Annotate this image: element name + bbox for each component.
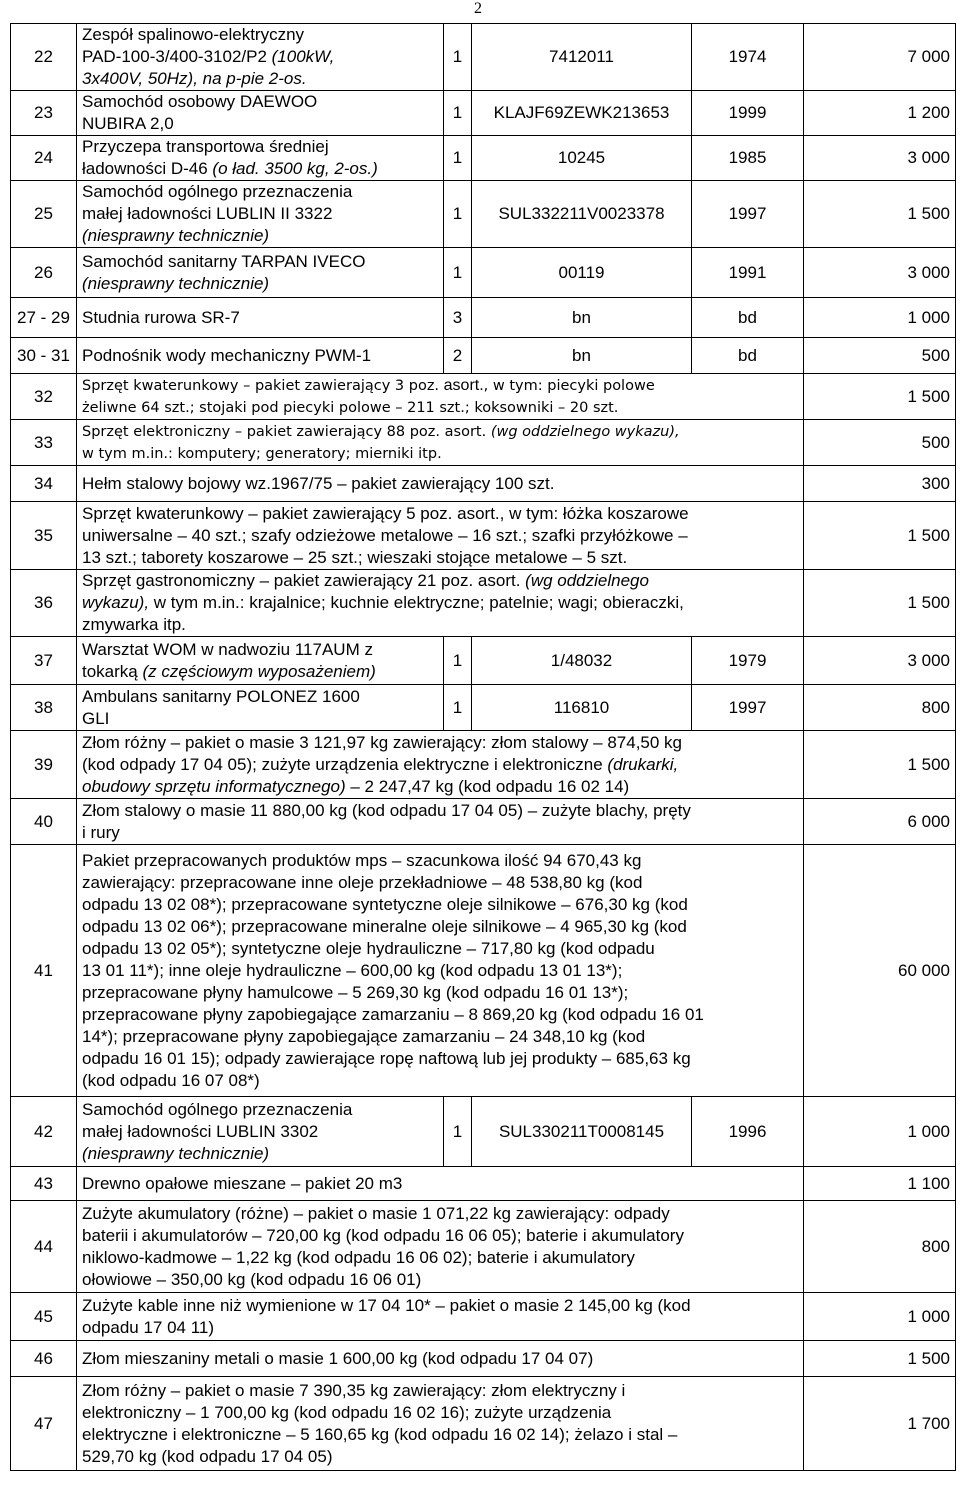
item-description: Zużyte akumulatory (różne) – pakiet o masie 1 071,22 kg zawierający: odpady baterii i akumulatorów – 720,00 kg (kod odpadu 16 06 05); baterie i akumulatory niklowo-kadmowe – 1,22 kg (kod odpadu 16 06 02); baterie i akumulatory ołowiowe – 350,00 kg (kod odpadu 16 06 01) xyxy=(77,1201,804,1293)
table-row xyxy=(11,181,956,248)
row-number: 30 - 31 xyxy=(11,338,77,374)
table-row xyxy=(11,136,956,181)
item-value: 800 xyxy=(804,685,956,731)
item-year: 1999 xyxy=(692,91,804,136)
page-number: 2 xyxy=(474,0,482,17)
row-number: 37 xyxy=(11,637,77,685)
table-row xyxy=(11,248,956,298)
item-description: Sprzęt gastronomiczny – pakiet zawierający 21 poz. asort. (wg oddzielnego wykazu), w tym m.in.: krajalnice; kuchnie elektryczne; patelnie; wagi; obieraczki, zmywarka itp. xyxy=(77,570,804,637)
item-serial-number: 116810 xyxy=(472,685,692,731)
item-value: 300 xyxy=(804,466,956,502)
row-number: 44 xyxy=(11,1201,77,1293)
item-serial-number: 10245 xyxy=(472,136,692,181)
table-row xyxy=(11,420,956,466)
table-row xyxy=(11,298,956,338)
item-value: 500 xyxy=(804,338,956,374)
inventory-table xyxy=(10,23,956,1471)
item-serial-number: 1/48032 xyxy=(472,637,692,685)
item-value: 1 200 xyxy=(804,91,956,136)
item-description: Warsztat WOM w nadwoziu 117AUM z tokarką (z częściowym wyposażeniem) xyxy=(77,637,444,685)
item-value: 1 700 xyxy=(804,1377,956,1471)
item-serial-number: KLAJF69ZEWK213653 xyxy=(472,91,692,136)
item-value: 1 000 xyxy=(804,1293,956,1341)
row-number: 47 xyxy=(11,1377,77,1471)
item-serial-number: SUL330211T0008145 xyxy=(472,1097,692,1167)
row-number: 40 xyxy=(11,799,77,845)
row-number: 45 xyxy=(11,1293,77,1341)
item-description: Sprzęt kwaterunkowy – pakiet zawierający 5 poz. asort., w tym: łóżka koszarowe uniwersalne – 40 szt.; szafy odzieżowe metalowe – 16 szt.; szafki przyłóżkowe – 13 szt.; taborety koszarowe – 25 szt.; wieszaki stojące metalowe – 5 szt. xyxy=(77,502,804,570)
item-year: 1979 xyxy=(692,637,804,685)
row-number: 42 xyxy=(11,1097,77,1167)
item-value: 1 500 xyxy=(804,731,956,799)
item-value: 6 000 xyxy=(804,799,956,845)
item-description: Samochód ogólnego przeznaczenia małej ładowności LUBLIN 3302 (niesprawny technicznie) xyxy=(77,1097,444,1167)
item-year: 1997 xyxy=(692,181,804,248)
row-number: 27 - 29 xyxy=(11,298,77,338)
item-quantity: 1 xyxy=(444,685,472,731)
item-quantity: 1 xyxy=(444,1097,472,1167)
item-description: Złom stalowy o masie 11 880,00 kg (kod odpadu 17 04 05) – zużyte blachy, pręty i rury xyxy=(77,799,804,845)
table-row xyxy=(11,374,956,420)
item-year: bd xyxy=(692,298,804,338)
item-value: 1 500 xyxy=(804,1341,956,1377)
table-row xyxy=(11,91,956,136)
table-row xyxy=(11,1201,956,1293)
item-year: 1974 xyxy=(692,24,804,91)
item-description: Sprzęt kwaterunkowy – pakiet zawierający 3 poz. asort., w tym: piecyki polowe żeliwne 64 szt.; stojaki pod piecyki polowe – 211 szt.; koksowniki – 20 szt. xyxy=(77,374,804,420)
row-number: 38 xyxy=(11,685,77,731)
row-number: 25 xyxy=(11,181,77,248)
table-row xyxy=(11,845,956,1097)
table-row xyxy=(11,338,956,374)
item-year: 1991 xyxy=(692,248,804,298)
item-quantity: 1 xyxy=(444,181,472,248)
item-year: 1997 xyxy=(692,685,804,731)
item-description: Hełm stalowy bojowy wz.1967/75 – pakiet zawierający 100 szt. xyxy=(77,466,804,502)
item-value: 500 xyxy=(804,420,956,466)
item-description: Zespół spalinowo-elektryczny PAD-100-3/400-3102/P2 (100kW, 3x400V, 50Hz), na p-pie 2-os. xyxy=(77,24,444,91)
item-year: bd xyxy=(692,338,804,374)
item-year: 1985 xyxy=(692,136,804,181)
item-description: Studnia rurowa SR-7 xyxy=(77,298,444,338)
item-value: 800 xyxy=(804,1201,956,1293)
item-description: Drewno opałowe mieszane – pakiet 20 m3 xyxy=(77,1167,804,1201)
item-description: Samochód sanitarny TARPAN IVECO (niesprawny technicznie) xyxy=(77,248,444,298)
item-value: 3 000 xyxy=(804,248,956,298)
item-description: Ambulans sanitarny POLONEZ 1600 GLI xyxy=(77,685,444,731)
row-number: 46 xyxy=(11,1341,77,1377)
item-description: Zużyte kable inne niż wymienione w 17 04 10* – pakiet o masie 2 145,00 kg (kod odpadu 17 04 11) xyxy=(77,1293,804,1341)
row-number: 33 xyxy=(11,420,77,466)
item-value: 1 000 xyxy=(804,298,956,338)
item-quantity: 1 xyxy=(444,24,472,91)
item-description: Pakiet przepracowanych produktów mps – szacunkowa ilość 94 670,43 kg zawierający: przepracowane inne oleje przekładniowe – 48 538,80 kg (kod odpadu 13 02 08*); przepracowane syntetyczne oleje silnikowe – 676,30 kg (kod odpadu 13 02 06*); przepracowane mineralne oleje silnikowe – 4 965,30 kg (kod odpadu 13 02 05*); syntetyczne oleje hydrauliczne – 717,80 kg (kod odpadu 13 01 11*); inne oleje hydrauliczne – 600,00 kg (kod odpadu 13 01 13*); przepracowane płyny hamulcowe – 5 269,30 kg (kod odpadu 16 01 13*); przepracowane płyny zapobiegające zamarzaniu – 8 869,20 kg (kod odpadu 16 01 14*); przepracowane płyny zapobiegające zamarzaniu – 24 348,10 kg (kod odpadu 16 01 15); odpady zawierające ropę naftową lub jej produkty – 685,63 kg (kod odpadu 16 07 08*) xyxy=(77,845,804,1097)
row-number: 24 xyxy=(11,136,77,181)
table-row xyxy=(11,1167,956,1201)
table-row xyxy=(11,24,956,91)
item-quantity: 1 xyxy=(444,91,472,136)
row-number: 39 xyxy=(11,731,77,799)
item-quantity: 1 xyxy=(444,248,472,298)
item-serial-number: bn xyxy=(472,338,692,374)
table-row xyxy=(11,799,956,845)
item-value: 1 500 xyxy=(804,502,956,570)
table-row xyxy=(11,1341,956,1377)
table-row xyxy=(11,502,956,570)
item-serial-number: 7412011 xyxy=(472,24,692,91)
item-description: Samochód osobowy DAEWOO NUBIRA 2,0 xyxy=(77,91,444,136)
table-row xyxy=(11,1377,956,1471)
item-value: 60 000 xyxy=(804,845,956,1097)
item-year: 1996 xyxy=(692,1097,804,1167)
item-value: 1 500 xyxy=(804,374,956,420)
table-row xyxy=(11,1097,956,1167)
row-number: 35 xyxy=(11,502,77,570)
item-value: 7 000 xyxy=(804,24,956,91)
row-number: 26 xyxy=(11,248,77,298)
item-description: Podnośnik wody mechaniczny PWM-1 xyxy=(77,338,444,374)
item-quantity: 1 xyxy=(444,637,472,685)
row-number: 32 xyxy=(11,374,77,420)
item-quantity: 1 xyxy=(444,136,472,181)
row-number: 34 xyxy=(11,466,77,502)
item-description: Samochód ogólnego przeznaczenia małej ładowności LUBLIN II 3322 (niesprawny technicznie) xyxy=(77,181,444,248)
item-serial-number: 00119 xyxy=(472,248,692,298)
item-value: 1 500 xyxy=(804,570,956,637)
table-row xyxy=(11,466,956,502)
table-row xyxy=(11,570,956,637)
item-description: Przyczepa transportowa średniej ładowności D-46 (o ład. 3500 kg, 2-os.) xyxy=(77,136,444,181)
item-description: Sprzęt elektroniczny – pakiet zawierający 88 poz. asort. (wg oddzielnego wykazu), w tym m.in.: komputery; generatory; mierniki itp. xyxy=(77,420,804,466)
item-value: 1 500 xyxy=(804,181,956,248)
item-value: 1 100 xyxy=(804,1167,956,1201)
item-value: 3 000 xyxy=(804,136,956,181)
item-value: 3 000 xyxy=(804,637,956,685)
item-serial-number: bn xyxy=(472,298,692,338)
item-value: 1 000 xyxy=(804,1097,956,1167)
row-number: 23 xyxy=(11,91,77,136)
table-row xyxy=(11,1293,956,1341)
item-serial-number: SUL332211V0023378 xyxy=(472,181,692,248)
row-number: 41 xyxy=(11,845,77,1097)
row-number: 22 xyxy=(11,24,77,91)
item-description: Złom różny – pakiet o masie 7 390,35 kg zawierający: złom elektryczny i elektroniczny – 1 700,00 kg (kod odpadu 16 02 16); zużyte urządzenia elektryczne i elektroniczne – 5 160,65 kg (kod odpadu 16 02 14); żelazo i stal – 529,70 kg (kod odpadu 17 04 05) xyxy=(77,1377,804,1471)
item-description: Złom mieszaniny metali o masie 1 600,00 kg (kod odpadu 17 04 07) xyxy=(77,1341,804,1377)
row-number: 36 xyxy=(11,570,77,637)
table-row xyxy=(11,731,956,799)
table-row xyxy=(11,637,956,685)
item-quantity: 3 xyxy=(444,298,472,338)
item-description: Złom różny – pakiet o masie 3 121,97 kg zawierający: złom stalowy – 874,50 kg (kod odpady 17 04 05); zużyte urządzenia elektryczne i elektroniczne (drukarki, obudowy sprzętu informatycznego) – 2 247,47 kg (kod odpadu 16 02 14) xyxy=(77,731,804,799)
item-quantity: 2 xyxy=(444,338,472,374)
table-row xyxy=(11,685,956,731)
row-number: 43 xyxy=(11,1167,77,1201)
